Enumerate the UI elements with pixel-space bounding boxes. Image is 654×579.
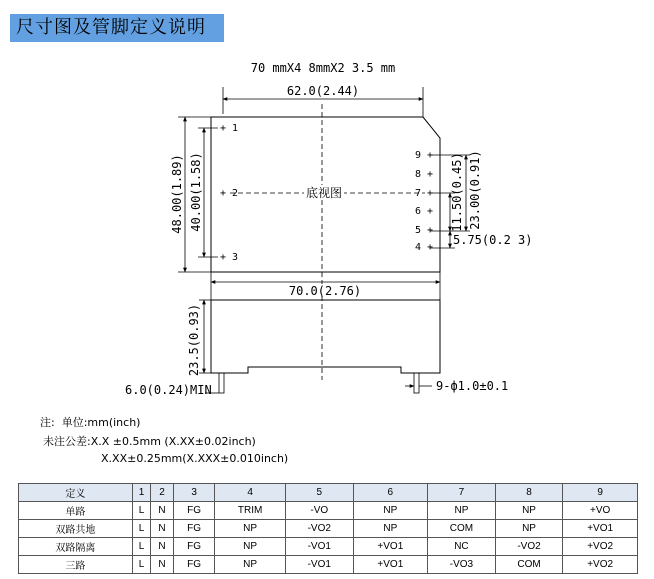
table-cell: NC: [428, 538, 496, 556]
table-cell: -VO1: [285, 538, 353, 556]
pin-3: + 3: [220, 252, 239, 263]
dim-left-outer-label: 48.00(1.89): [170, 154, 184, 234]
table-header: 2: [151, 484, 174, 502]
dim-right-b-label: 23.00(0.91): [468, 150, 482, 230]
table-cell: NP: [428, 502, 496, 520]
table-cell: 单路: [19, 502, 133, 520]
table-header-row: [19, 484, 638, 502]
dim-left-inner-label: 40.00(1.58): [189, 152, 203, 232]
note-unit: 注: 单位:mm(inch): [40, 416, 141, 429]
pin-diameter-label: 9-ф1.0±0.1: [436, 379, 509, 393]
table-cell: N: [151, 502, 174, 520]
dim-top-label: 62.0(2.44): [286, 84, 360, 98]
table-cell: NP: [215, 520, 286, 538]
table-cell: NP: [495, 520, 563, 538]
pin-7: 7 +: [415, 188, 434, 199]
pin-5: 5 +: [415, 225, 434, 236]
center-label: 底视图: [305, 186, 343, 200]
table-header: 4: [215, 484, 286, 502]
pin-2: + 2: [220, 188, 239, 199]
table-cell: NP: [353, 520, 428, 538]
table-cell: -VO2: [285, 520, 353, 538]
table-cell: L: [132, 520, 150, 538]
pin-6: 6 +: [415, 206, 434, 217]
side-pin-left: [219, 373, 224, 393]
table-cell: L: [132, 556, 150, 574]
size-label: 70 mmX4 8mmX2 3.5 mm: [250, 61, 396, 75]
table-header: 1: [132, 484, 150, 502]
dim-right-c-label: 5.75(0.2 3): [453, 233, 533, 247]
table-cell: -VO2: [495, 538, 563, 556]
table-header: 9: [563, 484, 638, 502]
section-title: 尺寸图及管脚定义说明: [10, 14, 224, 42]
table-cell: NP: [495, 502, 563, 520]
dim-side-height-label: 23.5(0.93): [187, 303, 201, 377]
table-cell: N: [151, 538, 174, 556]
pin-8: 8 +: [415, 169, 434, 180]
table-cell: -VO3: [428, 556, 496, 574]
pin-4: 4 +: [415, 242, 434, 253]
table-cell: +VO: [563, 502, 638, 520]
table-cell: L: [132, 538, 150, 556]
table-cell: FG: [173, 556, 214, 574]
table-cell: 三路: [19, 556, 133, 574]
pin-definition-table: [18, 483, 638, 574]
table-cell: +VO1: [353, 556, 428, 574]
side-view-outline: [211, 300, 440, 373]
pin-9: 9 +: [415, 150, 434, 161]
table-header: 3: [173, 484, 214, 502]
note-tolerance-1: 未注公差:X.X ±0.5mm (X.XX±0.02inch): [43, 435, 256, 448]
table-cell: FG: [173, 520, 214, 538]
table-cell: COM: [428, 520, 496, 538]
table-cell: L: [132, 502, 150, 520]
table-cell: -VO1: [285, 556, 353, 574]
pin-length-label: 6.0(0.24)MIN: [125, 383, 212, 397]
table-cell: +VO1: [353, 538, 428, 556]
table-cell: N: [151, 520, 174, 538]
table-row: [19, 520, 638, 538]
table-cell: TRIM: [215, 502, 286, 520]
table-cell: +VO2: [563, 538, 638, 556]
table-header: 7: [428, 484, 496, 502]
table-cell: +VO2: [563, 556, 638, 574]
table-row: [19, 556, 638, 574]
table-row: [19, 502, 638, 520]
table-cell: +VO1: [563, 520, 638, 538]
dim-right-a-label: 11.50(0.45): [450, 152, 464, 232]
table-row: [19, 538, 638, 556]
table-cell: 双路共地: [19, 520, 133, 538]
table-header: 定义: [19, 484, 133, 502]
dim-bottom-label: 70.0(2.76): [288, 284, 362, 298]
table-header: 5: [285, 484, 353, 502]
table-header: 6: [353, 484, 428, 502]
table-cell: NP: [215, 556, 286, 574]
side-pin-right: [414, 373, 419, 393]
table-cell: FG: [173, 538, 214, 556]
pin-1: + 1: [220, 123, 239, 134]
table-cell: N: [151, 556, 174, 574]
note-tolerance-2: X.XX±0.25mm(X.XXX±0.010inch): [101, 452, 289, 465]
table-cell: -VO: [285, 502, 353, 520]
table-header: 8: [495, 484, 563, 502]
table-cell: COM: [495, 556, 563, 574]
table-cell: NP: [353, 502, 428, 520]
table-cell: NP: [215, 538, 286, 556]
table-cell: 双路隔离: [19, 538, 133, 556]
table-cell: FG: [173, 502, 214, 520]
